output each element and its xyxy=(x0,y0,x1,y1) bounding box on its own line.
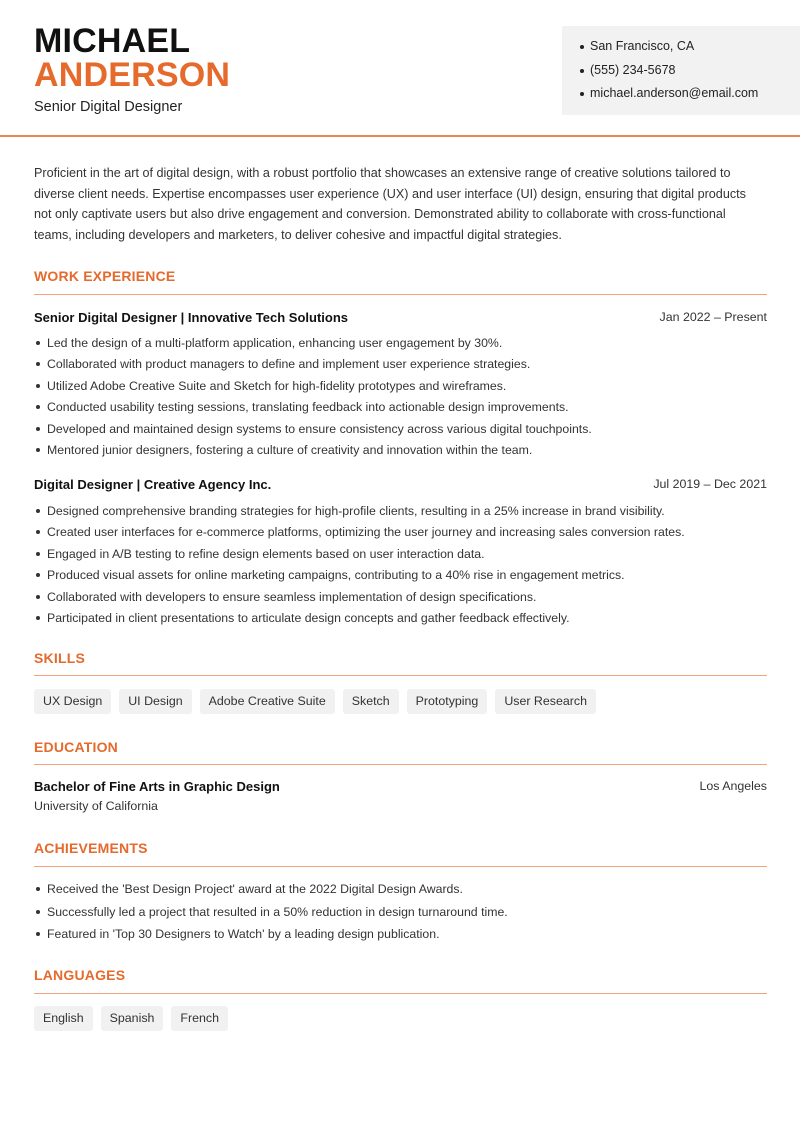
divider xyxy=(34,993,767,994)
achievements-list xyxy=(34,881,767,949)
list-item: Created user interfaces for e-commerce platforms, optimizing the user journey and increasing sales conversion rates. xyxy=(34,524,767,545)
list-item: Conducted usability testing sessions, translating feedback into actionable design improvements. xyxy=(34,399,767,420)
divider xyxy=(34,294,767,295)
list-item: Featured in 'Top 30 Designers to Watch' by a leading design publication. xyxy=(34,926,767,949)
job-title: Senior Digital Designer xyxy=(34,99,183,115)
contact-box xyxy=(562,26,800,115)
work-experience-heading: WORK EXPERIENCE xyxy=(34,268,176,284)
divider xyxy=(34,764,767,765)
skill-tag: UI Design xyxy=(119,689,191,714)
divider xyxy=(34,675,767,676)
list-item: Collaborated with developers to ensure seamless implementation of design specifications. xyxy=(34,589,767,610)
education-location: Los Angeles xyxy=(699,779,767,793)
languages-tags xyxy=(34,1006,228,1031)
job-role: Digital Designer | Creative Agency Inc. xyxy=(34,477,272,492)
skill-tag: Adobe Creative Suite xyxy=(200,689,335,714)
list-item: Participated in client presentations to articulate design concepts and gather feedback effectively. xyxy=(34,610,767,631)
list-item: Designed comprehensive branding strategies for high-profile clients, resulting in a 25% increase in brand visibility. xyxy=(34,503,767,524)
job-role: Senior Digital Designer | Innovative Tech Solutions xyxy=(34,310,349,325)
list-item: Successfully led a project that resulted in a 50% reduction in design turnaround time. xyxy=(34,904,767,927)
resume-header xyxy=(0,0,800,137)
job-header xyxy=(34,310,767,325)
list-item: Produced visual assets for online marketing campaigns, contributing to a 40% rise in engagement metrics. xyxy=(34,567,767,588)
job-header xyxy=(34,477,767,492)
list-item: Utilized Adobe Creative Suite and Sketch for high-fidelity prototypes and wireframes. xyxy=(34,378,767,399)
list-item: Developed and maintained design systems to ensure consistency across various digital touchpoints. xyxy=(34,421,767,442)
language-tag: English xyxy=(34,1006,93,1031)
education-school: University of California xyxy=(34,799,158,813)
job-dates: Jan 2022 – Present xyxy=(659,310,767,324)
list-item: Mentored junior designers, fostering a culture of creativity and innovation within the team. xyxy=(34,442,767,463)
skill-tag: UX Design xyxy=(34,689,111,714)
job-dates: Jul 2019 – Dec 2021 xyxy=(653,477,767,491)
list-item: Received the 'Best Design Project' award at the 2022 Digital Design Awards. xyxy=(34,881,767,904)
languages-heading: LANGUAGES xyxy=(34,967,126,983)
contact-location: San Francisco, CA xyxy=(580,38,800,62)
skill-tag: User Research xyxy=(495,689,596,714)
job-bullets xyxy=(34,503,767,631)
last-name: ANDERSON xyxy=(34,56,231,94)
skill-tag: Prototyping xyxy=(407,689,488,714)
language-tag: Spanish xyxy=(101,1006,164,1031)
summary: Proficient in the art of digital design, with a robust portfolio that showcases an extensive range of creative solutions tailored to diverse client needs. Expertise encompasses user experience (UX) and user interface (UI) design, ensuring that digital products not only captivate users but also drive engagement and conversion. Demonstrated ability to collaborate with cross-functional teams, including developers and marketers, to deliver cohesive and impactful digital strategies. xyxy=(34,166,746,243)
achievements-heading: ACHIEVEMENTS xyxy=(34,840,148,856)
language-tag: French xyxy=(171,1006,228,1031)
job-bullets xyxy=(34,335,767,463)
contact-phone: (555) 234-5678 xyxy=(580,62,800,86)
first-name: MICHAEL xyxy=(34,22,191,60)
skills-tags xyxy=(34,689,596,714)
skills-heading: SKILLS xyxy=(34,650,85,666)
list-item: Engaged in A/B testing to refine design elements based on user interaction data. xyxy=(34,546,767,567)
skill-tag: Sketch xyxy=(343,689,399,714)
education-heading: EDUCATION xyxy=(34,739,118,755)
education-degree: Bachelor of Fine Arts in Graphic Design xyxy=(34,779,280,794)
contact-email[interactable]: michael.anderson@email.com xyxy=(580,85,800,109)
list-item: Led the design of a multi-platform application, enhancing user engagement by 30%. xyxy=(34,335,767,356)
list-item: Collaborated with product managers to define and implement user experience strategies. xyxy=(34,356,767,377)
divider xyxy=(34,866,767,867)
